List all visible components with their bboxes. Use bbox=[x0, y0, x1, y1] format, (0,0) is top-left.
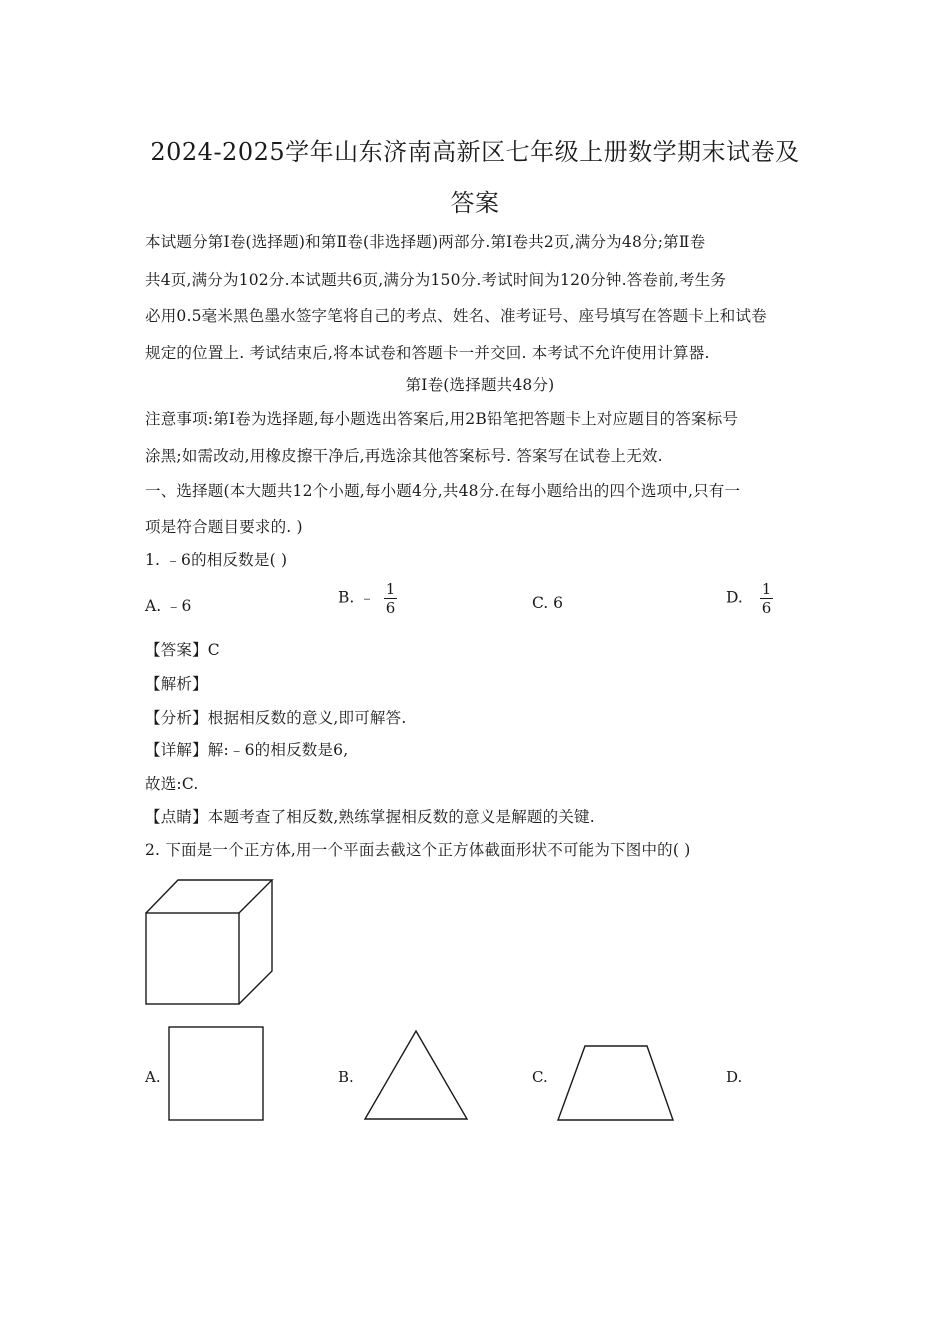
q1-fenxi: 【分析】根据相反数的意义,即可解答. bbox=[145, 709, 407, 727]
q1-option-d bbox=[726, 580, 773, 617]
intro-line: 本试题分第Ⅰ卷(选择题)和第Ⅱ卷(非选择题)两部分.第Ⅰ卷共2页,满分为48分;第Ⅱ卷 bbox=[145, 233, 706, 251]
trapezoid-shape bbox=[555, 1043, 677, 1123]
intro-line: 必用0.5毫米黑色墨水签字笔将自己的考点、姓名、准考证号、座号填写在答题卡上和试卷 bbox=[145, 307, 767, 325]
q1-analysis: 【解析】 bbox=[145, 675, 208, 693]
page-title-line-1: 2024-2025学年山东济南高新区七年级上册数学期末试卷及 bbox=[150, 138, 800, 166]
q1-answer: 【答案】C bbox=[145, 641, 220, 659]
cube-side-face bbox=[239, 880, 272, 1004]
cube-top-face bbox=[146, 880, 272, 913]
q2-option-b-label: B. bbox=[338, 1068, 354, 1086]
q1-option-c: C. 6 bbox=[532, 594, 564, 612]
page-title-line-2: 答案 bbox=[450, 189, 500, 217]
part-one-line: 一、选择题(本大题共12个小题,每小题4分,共48分.在每小题给出的四个选项中,只有一 bbox=[145, 482, 741, 500]
q2-stem: 2. 下面是一个正方体,用一个平面去截这个正方体截面形状不可能为下图中的( ) bbox=[145, 841, 691, 859]
q2-option-c-label: C. bbox=[532, 1068, 548, 1086]
q1-choose: 故选:C. bbox=[145, 775, 199, 793]
q1-option-b-fraction bbox=[384, 580, 398, 617]
q1-option-d-fraction bbox=[760, 580, 774, 617]
fraction-denominator: 6 bbox=[385, 599, 396, 617]
notice-line: 涂黑;如需改动,用橡皮擦干净后,再选涂其他答案标号. 答案写在试卷上无效. bbox=[145, 447, 663, 465]
cube-figure bbox=[140, 875, 280, 1010]
fraction-denominator: 6 bbox=[761, 599, 772, 617]
q1-option-b bbox=[338, 580, 397, 617]
q1-option-b-label: B. ﹣ bbox=[338, 588, 375, 607]
q2-option-a-label: A. bbox=[145, 1068, 161, 1086]
q2-option-d-label: D. bbox=[726, 1068, 743, 1086]
q1-detail: 【详解】解:﹣6的相反数是6, bbox=[145, 741, 349, 759]
section-heading: 第Ⅰ卷(选择题共48分) bbox=[405, 376, 555, 394]
intro-line: 共4页,满分为102分.本试题共6页,满分为150分.考试时间为120分钟.答卷前,考生务 bbox=[145, 271, 727, 289]
q1-stem: 1. ﹣6的相反数是( ) bbox=[145, 551, 288, 569]
part-one-line: 项是符合题目要求的. ) bbox=[145, 518, 303, 536]
triangle-shape bbox=[362, 1028, 472, 1122]
fraction-numerator: 1 bbox=[761, 580, 772, 598]
intro-line: 规定的位置上. 考试结束后,将本试卷和答题卡一并交回. 本考试不允许使用计算器. bbox=[145, 344, 710, 362]
notice-line: 注意事项:第Ⅰ卷为选择题,每小题选出答案后,用2B铅笔把答题卡上对应题目的答案标号 bbox=[145, 410, 739, 428]
cube-front-face bbox=[146, 913, 239, 1004]
square-shape bbox=[166, 1024, 268, 1122]
q1-dianjing: 【点睛】本题考查了相反数,熟练掌握相反数的意义是解题的关键. bbox=[145, 808, 595, 826]
q1-option-d-label: D. bbox=[726, 588, 743, 607]
fraction-numerator: 1 bbox=[385, 580, 396, 598]
q1-option-a: A. ﹣6 bbox=[145, 597, 192, 615]
